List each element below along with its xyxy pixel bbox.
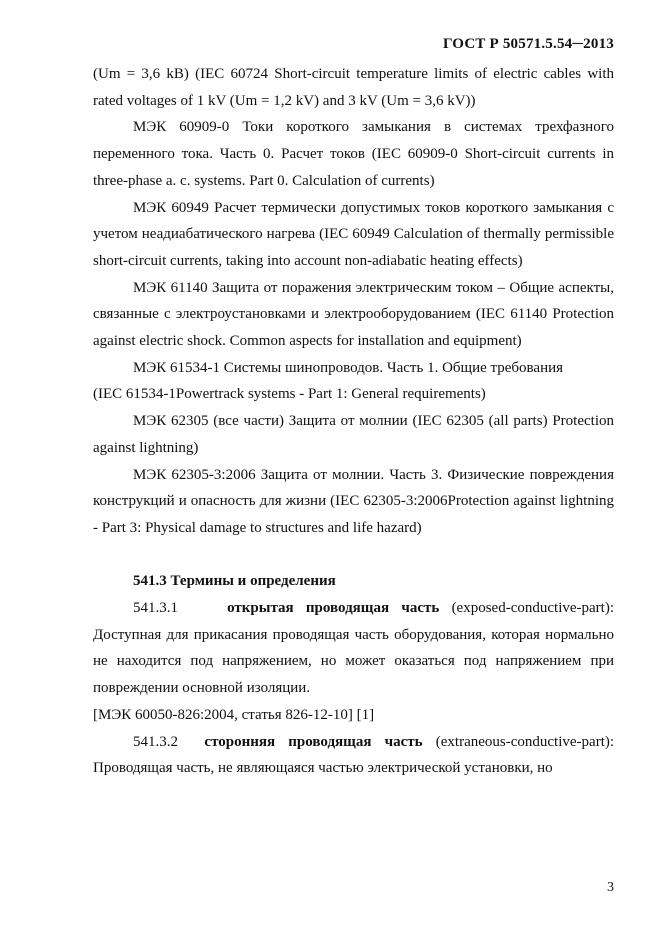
reference-paragraph: МЭК 60909-0 Токи короткого замыкания в системах трехфазного переменного тока. Часть 0. Расчет токов (IEC 60909-0 Short-circuit currents in three-phase a. c. systems. Part 0. Calculation of currents): [93, 119, 614, 189]
term-number: 541.3.2: [133, 733, 178, 750]
term-name: открытая проводящая часть: [227, 600, 440, 617]
reference-paragraph: МЭК 62305-3:2006 Защита от молнии. Часть 3. Физические повреждения конструкций и опасность для жизни (IEC 62305-3:2006Protection against lightning - Part 3: Physical damage to structures and life hazard): [93, 466, 614, 536]
page-number: 3: [607, 880, 614, 895]
section-heading: 541.3 Термины и определения: [133, 573, 336, 590]
term-reference: [МЭК 60050-826:2004, статья 826-12-10] [1]: [93, 706, 375, 723]
term-definition-1: [93, 595, 614, 702]
term-number: 541.3.1: [133, 600, 178, 617]
reference-paragraph: МЭК 62305 (все части) Защита от молнии (IEC 62305 (all parts) Protection against lightning): [93, 413, 614, 456]
document-body: [93, 61, 614, 782]
term-name: сторонняя проводящая часть: [204, 733, 423, 750]
spacer: [93, 542, 614, 569]
term-definition-2: [93, 729, 614, 782]
term-text: (extraneous-conductive-part): Проводящая часть, не являющаяся частью электрической установки, но: [93, 733, 615, 777]
reference-paragraph: МЭК 60949 Расчет термически допустимых токов короткого замыкания с учетом неадиабатического нагрева (IEC 60949 Calculation of thermally permissible short-circuit currents, taking into account non-adiabatic heating effects): [93, 199, 614, 269]
reference-paragraph: МЭК 61534-1 Системы шинопроводов. Часть 1. Общие требования: [133, 359, 564, 376]
standard-code-header: ГОСТ Р 50571.5.54─2013: [442, 36, 614, 52]
reference-paragraph: МЭК 61140 Защита от поражения электрическим током – Общие аспекты, связанные с электроустановками и электрооборудованием (IEC 61140 Protection against electric shock. Common aspects for installation and equipment): [93, 279, 614, 350]
term-text: (exposed-conductive-part): Доступная для прикасания проводящая часть оборудования, которая нормально не находится под напряжением, но может оказаться под напряжением при повреждении основной изоляции.: [93, 600, 614, 697]
reference-paragraph: (IEC 61534-1Powertrack systems - Part 1: General requirements): [93, 386, 486, 403]
reference-paragraph: (Um = 3,6 kB) (IEC 60724 Short-circuit temperature limits of electric cables with rated voltages of 1 kV (Um = 1,2 kV) and 3 kV (Um = 3,6 kV)): [93, 66, 614, 109]
